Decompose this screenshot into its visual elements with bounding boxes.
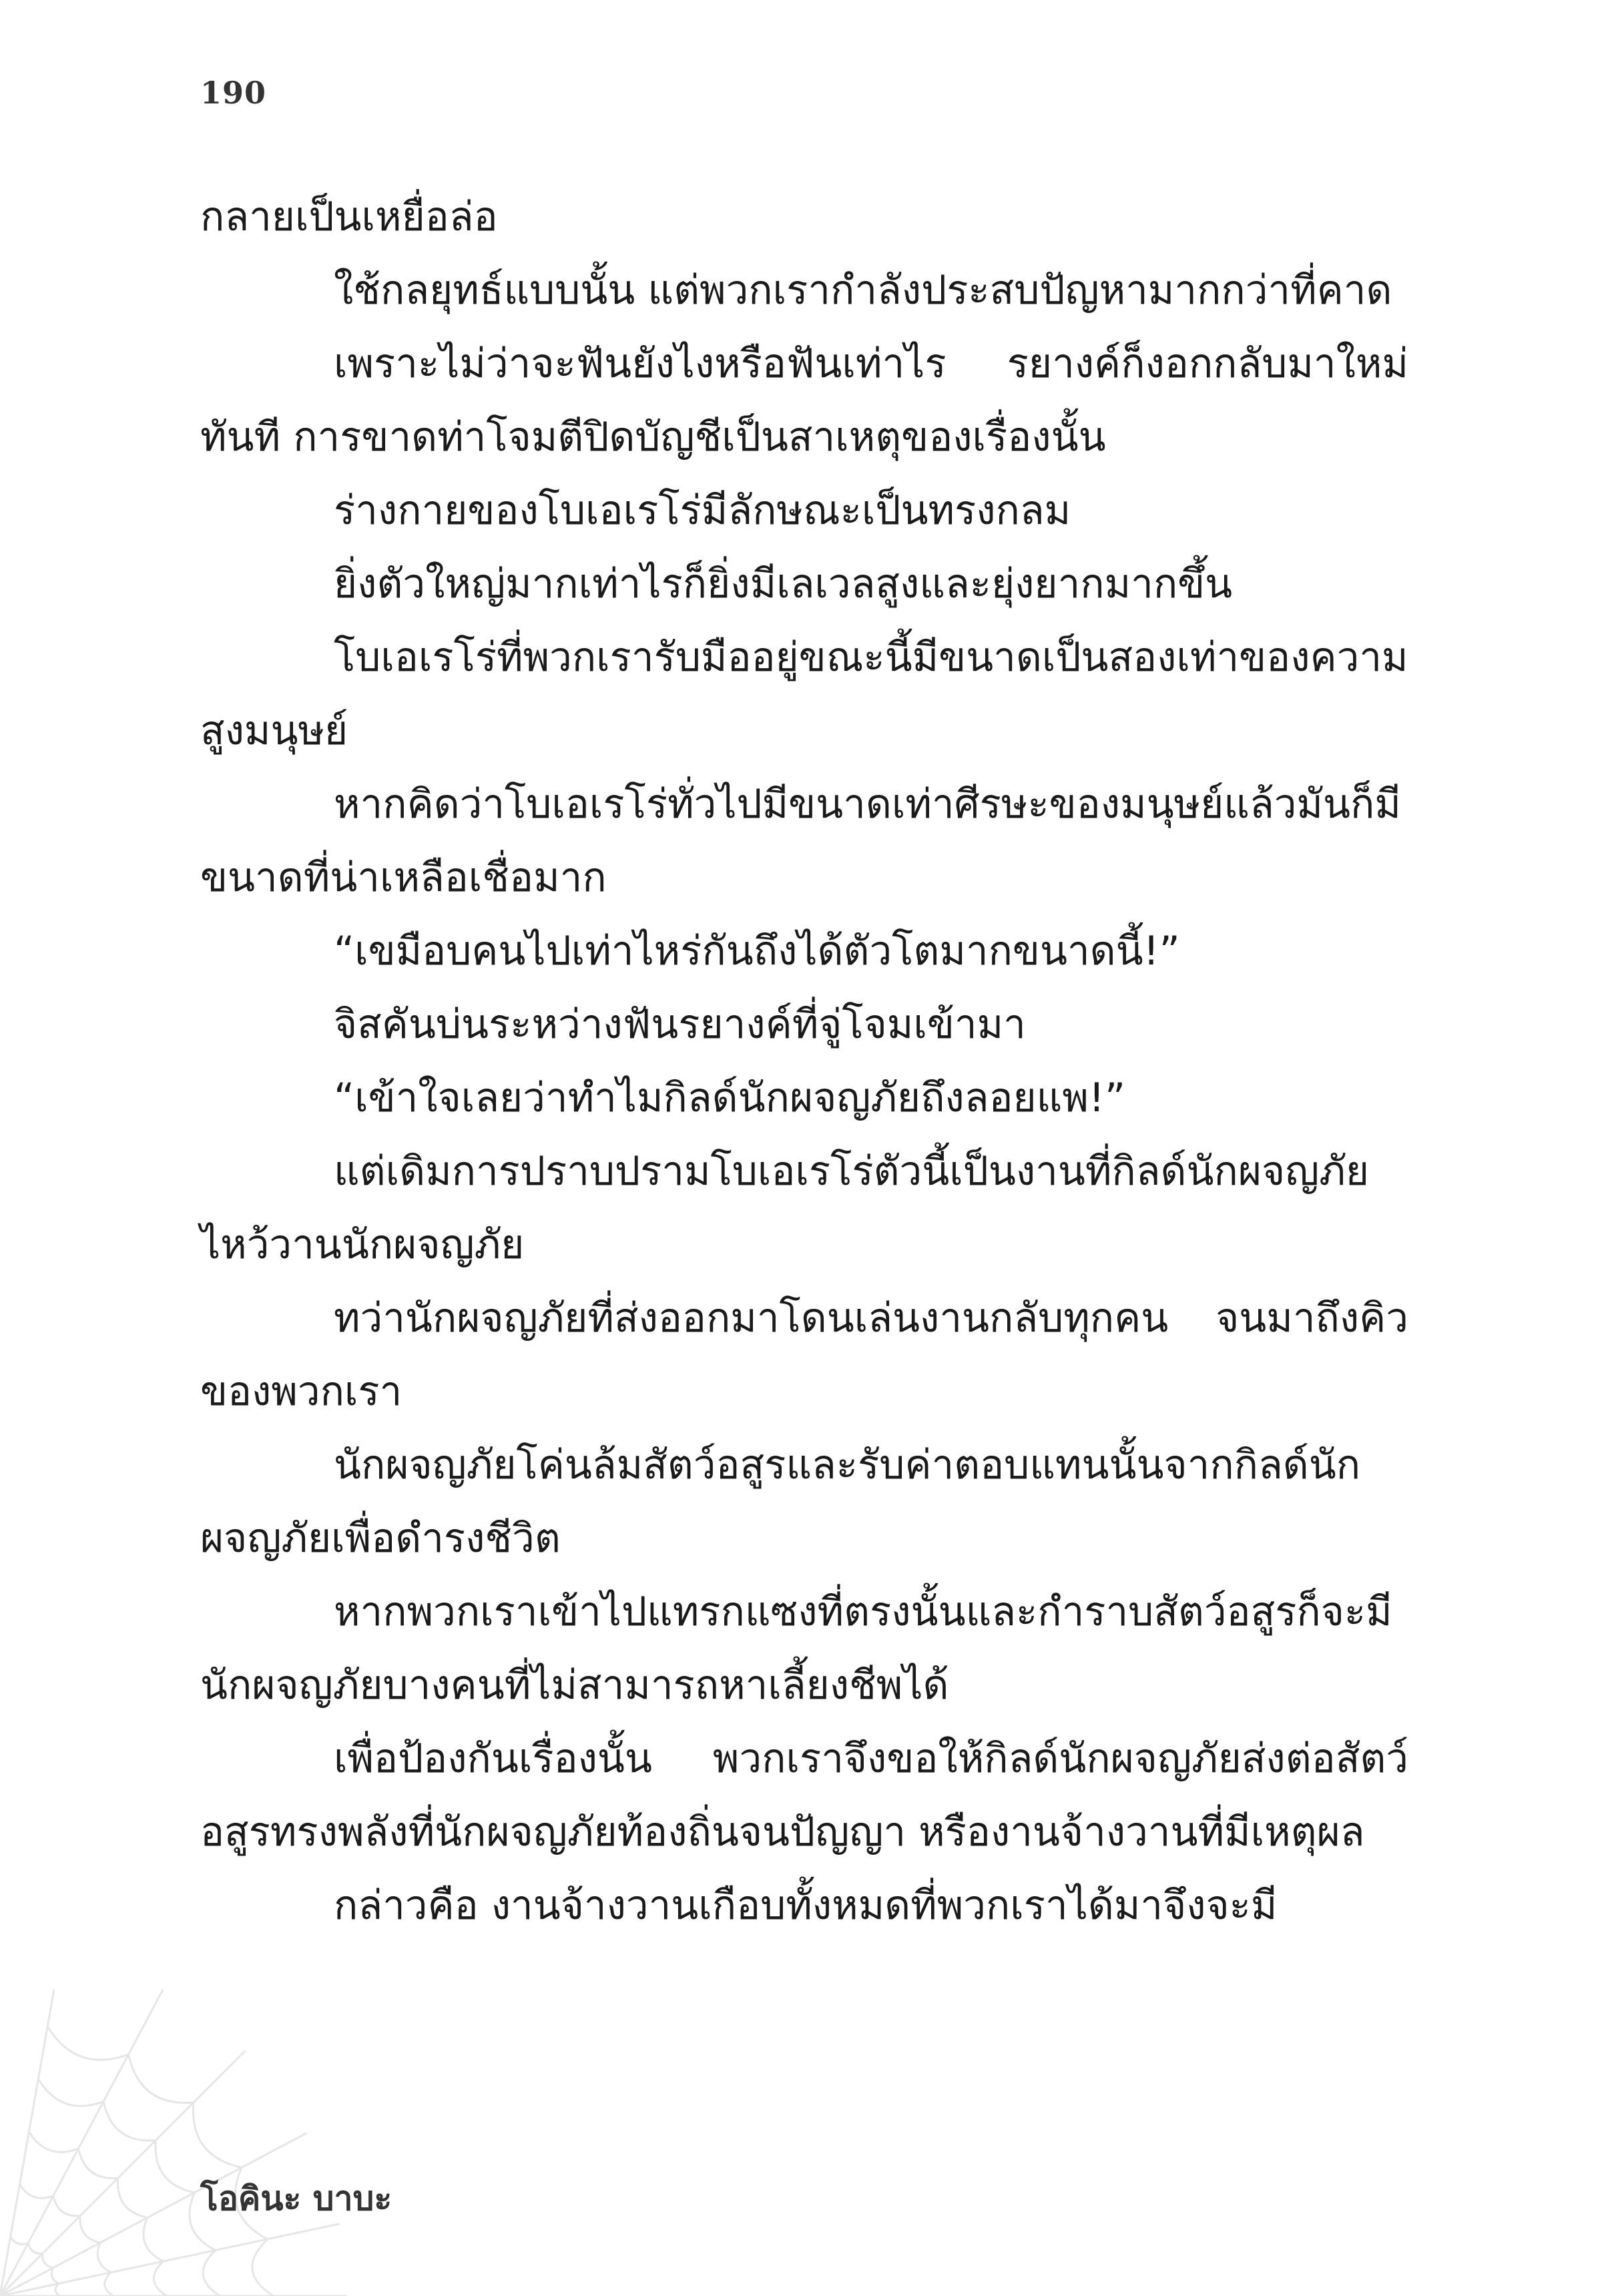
paragraph: ยิ่งตัวใหญ่มากเท่าไรก็ยิ่งมีเลเวลสูงและยุ่งยากมากขึ้น [334,561,1233,607]
paragraph: แต่เดิมการปราบปรามโบเอเรโร่ตัวนี้เป็นงานที่กิลด์นักผจญภัยไหว้วานนักผจญภัย [200,1148,1369,1268]
paragraph: ร่างกายของโบเอเรโร่มีลักษณะเป็นทรงกลม [334,487,1071,534]
paragraph: จิสคันบ่นระหว่างฟันรยางค์ที่จู่โจมเข้ามา [334,1001,1026,1048]
paragraph: โบเอเรโร่ที่พวกเรารับมืออยู่ขณะนี้มีขนาดเป็นสองเท่าของความสูงมนุษย์ [200,634,1408,754]
paragraph: ทว่านักผจญภัยที่ส่งออกมาโดนเล่นงานกลับทุกคน จนมาถึงคิวของพวกเรา [200,1295,1408,1415]
paragraph: “เขมือบคนไปเท่าไหร่กันถึงได้ตัวโตมากขนาดนี้!” [334,928,1180,974]
paragraph: “เข้าใจเลยว่าทำไมกิลด์นักผจญภัยถึงลอยแพ!” [334,1075,1126,1121]
spider-web-decoration [0,1989,374,2296]
paragraph: หากพวกเราเข้าไปแทรกแซงที่ตรงนั้นและกำราบสัตว์อสูรก็จะมีนักผจญภัยบางคนที่ไม่สามารถหาเลี้ยงชีพได้ [200,1589,1392,1709]
paragraph: นักผจญภัยโค่นล้มสัตว์อสูรและรับค่าตอบแทนนั้นจากกิลด์นักผจญภัยเพื่อดำรงชีวิต [200,1442,1361,1562]
paragraph: ใช้กลยุทธ์แบบนั้น แต่พวกเรากำลังประสบปัญหามากกว่าที่คาด [334,267,1392,314]
paragraph: กล่าวคือ งานจ้างวานเกือบทั้งหมดที่พวกเราได้มาจึงจะมี [334,1882,1278,1929]
footer-author: โอคินะ บาบะ [200,2179,392,2218]
page-number: 190 [200,75,267,111]
paragraph: เพราะไม่ว่าจะฟันยังไงหรือฟันเท่าไร รยางค์ก็งอกกลับมาใหม่ทันที การขาดท่าโจมตีปิดบัญชีเป็นสาเหตุของเรื่องนั้น [200,340,1408,461]
body-text [200,180,1408,1942]
paragraph: กลายเป็นเหยื่อล่อ [200,194,498,240]
paragraph: หากคิดว่าโบเอเรโร่ทั่วไปมีขนาดเท่าศีรษะของมนุษย์แล้วมันก็มีขนาดที่น่าเหลือเชื่อมาก [200,781,1401,901]
paragraph: เพื่อป้องกันเรื่องนั้น พวกเราจึงขอให้กิลด์นักผจญภัยส่งต่อสัตว์อสูรทรงพลังที่นักผจญภัยท้องถิ่นจนปัญญา หรืองานจ้างวานที่มีเหตุผล [200,1735,1408,1855]
